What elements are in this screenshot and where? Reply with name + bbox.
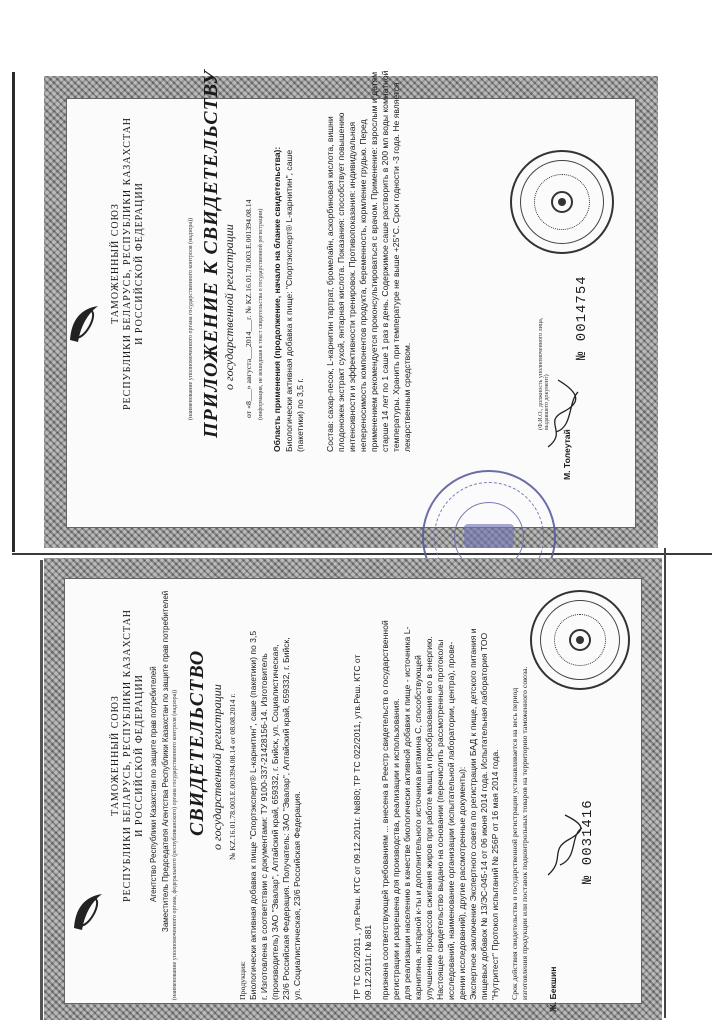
appendix-date-line: от «8___» августа___2014___г. № KZ.16.01.78.003.E.001394.08.14 (244, 199, 253, 418)
certificate-signer: Ж. Бекшин (548, 966, 558, 1012)
appendix-date-note: (информация, не вошедшая в текст свидетельства о государственной регистрации) (258, 208, 264, 420)
certificate-authority: Агентство Республики Казахстан по защите прав потребителей (149, 666, 158, 902)
appendix-signature-note: (Ф.И.О., должность уполномоченного лица, выдавшего документ) (538, 317, 550, 430)
appendix-header: ТАМОЖЕННЫЙ СОЮЗ РЕСПУБЛИКИ БЕЛАРУСЬ, РЕСПУБЛИКИ КАЗАХСТАН И РОССИЙСКОЙ ФЕДЕРАЦИИ (110, 116, 145, 410)
certificate-subtitle: о государственной регистрации (210, 684, 224, 850)
appendix-scope-title: Область применения (продолжение, начало на бланке свидетельства): (272, 146, 282, 452)
appendix-serial: № 0014754 (574, 275, 590, 360)
scan-edge (12, 72, 15, 552)
certificate-serial: № 0031416 (580, 799, 596, 884)
page-fold-line (12, 553, 712, 555)
certificate-conformity: ТР ТС 021/2011 , утв.Реш. КТС от 09.12.2011г. №880; ТР ТС 022/2011, утв.Реш. КТС от 09.12.2011г. № 881 (352, 654, 373, 1000)
certificate-title: СВИДЕТЕЛЬСТВО (186, 649, 208, 836)
kazakhstan-state-seal-icon (510, 150, 614, 254)
certificate-authority-note: (наименование уполномоченного органа, федерального (республиканского) органа государственного контроля (надзора)) (172, 689, 178, 1000)
certificate-validity: Срок действия свидетельства о государственной регистрации устанавливается на весь период изготовления продукции или поставок подконтрольных товаров на территорию таможенного союза. (510, 666, 530, 1000)
appendix-scope-text: Биологически активная добавка к пище: "Спортэксперт® L-карнитин", саше (пакетики) по 3,5 г. (284, 149, 305, 452)
appendix-title: ПРИЛОЖЕНИЕ К СВИДЕТЕЛЬСТВУ (200, 69, 222, 438)
scan-edge (664, 548, 666, 1018)
appendix-authority-note: (наименование уполномоченного органа государственного контроля (надзора)) (188, 217, 194, 420)
kazakhstan-state-seal-icon (530, 590, 630, 690)
scan-edge (40, 560, 43, 1020)
certificate-product-text: Биологически активная добавка к пище "Спортэксперт® L-карнитин", саше (пакетики) по 3,5 г. Изготовлена в соответствии с документами: ТУ 9100-337-21428156-14. Изготовитель (производитель) ЗАО "Эвалар", Алтайский край, 659332, г. Бийск, ул. Социалистическая, 23/6 Российская Федерация. Получатель: ЗАО "Эвалар", Алтайский край, 659332, г. Бийск, ул. Социалистическая, 23/6 Российская Федерация. (248, 630, 302, 1000)
signature-icon (538, 372, 586, 452)
appendix-composition: Состав: сахар-песок, L-карнитин тартрат, бромелайн, аскорбиновая кислота, вишни плодоножек экстракт сухой, янтарная кислота. Показания: способствует повышению интенсивности и эффективности тренировок. Противопоказания: индивидуальная непереносимость компонентов продукта, беременность, кормление грудью. Перед применением рекомендуется проконсультироваться с врачом. Применение: взрослым и детям старше 14 лет по 1 саше 1 раз в день. Содержимое саше растворить в 200 мл воды комнатной температуры. Хранить при температуре не выше +25°C. Срок годности -3 года. Не является лекарственным средством. (325, 70, 412, 452)
certificate-product-label: Продукция: (238, 961, 247, 1000)
certificate-registry: признана соответствующей требованиям ... внесена в Реестр свидетельств о государственной регистрации и разрешена для производства, реализации и использования. для реализации населению в качестве биологически активной добавки к пище - источника L- карнитина, янтарной к-ты и дополнительного источника витамина С, способствующей улучшению процессов сжигания жиров при работе мышц и преобразования его в энергию. Настоящее свидетельство выдано на основании (перечислить рассмотренные протоколы исследований, наименование организации (испытательной лаборатории, центра), прове- дении исследований), другие рассмотренные документы): Экспертное заключение Экспертного совета по регистрации БАД к пище, детского питания и пищевых добавок № 13/ЭС-045-14 от 06 июня 2014 года. Испытательная лаборатория ТОО "Нутритест" Протокол испытаний № 256Р от 16 мая 2014 года. (380, 620, 500, 1000)
customs-union-emblem-icon (66, 888, 106, 936)
certificate-authority-2: Заместитель Председателя Агентства Республики Казахстан по защите прав потребителей (161, 590, 170, 932)
appendix-subtitle: о государственной регистрации (222, 224, 236, 390)
certificate-number-line: № KZ.16.01.78.003.E.001394.08.14 от 08.08.2014 г. (228, 693, 237, 860)
certificate-header: ТАМОЖЕННЫЙ СОЮЗ РЕСПУБЛИКИ БЕЛАРУСЬ, РЕСПУБЛИКИ КАЗАХСТАН И РОССИЙСКОЙ ФЕДЕРАЦИИ (110, 608, 145, 902)
appendix-signer: М. Толеутай (562, 429, 572, 480)
customs-union-emblem-icon (62, 300, 102, 348)
